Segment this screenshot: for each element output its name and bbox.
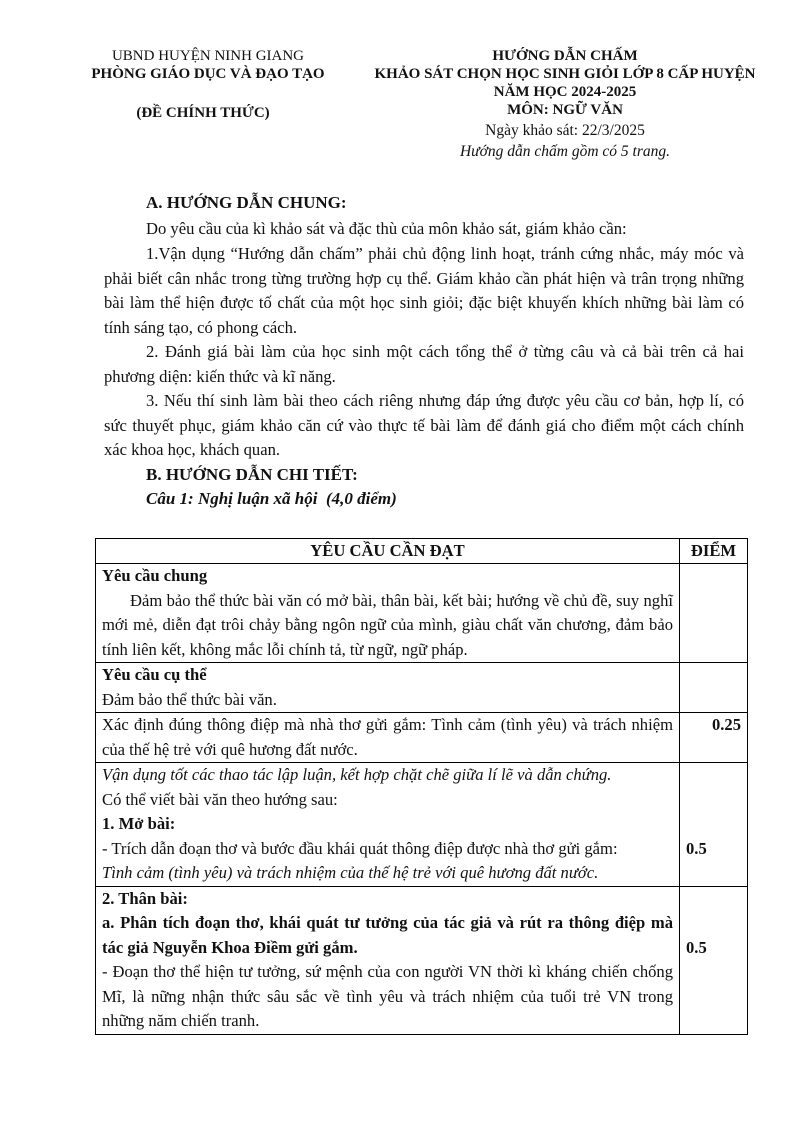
section-a-heading: A. HƯỚNG DẪN CHUNG: — [146, 193, 347, 212]
specific-requirement-title: Yêu cầu cụ thể — [102, 665, 207, 684]
message-requirement-cell — [96, 713, 680, 763]
score-column-header: ĐIỂM — [680, 539, 748, 564]
specific-requirement-cell — [96, 663, 680, 713]
introduction-detail: - Trích dẫn đoạn thơ và bước đầu khái quát thông điệp được nhà thơ gửi gắm: — [102, 838, 618, 858]
section-a-item-3: 3. Nếu thí sinh làm bài theo cách riêng nhưng đáp ứng được yêu cầu cơ bản, hợp lí, có sức thuyết phục, giám khảo căn cứ vào thực tế bài làm để đánh giá cho điểm một cách chính xác khoa học, khách quan. — [104, 391, 744, 459]
general-requirement-text: Đảm bảo thể thức bài văn có mở bài, thân bài, kết bài; hướng về chủ đề, suy nghĩ mới mẻ, diễn đạt trôi chảy bằng ngôn ngữ của mình, giàu chất văn chương, đảm bảo tính liên kết, không mắc lỗi chính tả, từ ngữ, ngữ pháp. — [102, 590, 673, 659]
official-label: (ĐỀ CHÍNH THỨC) — [136, 105, 270, 121]
score-cell — [680, 564, 748, 663]
exam-date: Ngày khảo sát: 22/3/2025 — [485, 122, 645, 139]
score-cell — [680, 663, 748, 713]
section-a-intro: Do yêu cầu của kì khảo sát và đặc thù của môn khảo sát, giám khảo cần: — [146, 219, 627, 238]
body-section-cell — [96, 886, 680, 1034]
specific-requirement-text: Đảm bảo thể thức bài văn. — [102, 689, 277, 709]
page-count-note: Hướng dẫn chấm gồm có 5 trang. — [459, 143, 671, 160]
section-b-heading: B. HƯỚNG DẪN CHI TIẾT: — [146, 465, 358, 484]
score-cell: 0.5 — [680, 763, 748, 887]
introduction-cell — [96, 763, 680, 887]
section-a-item-1: 1.Vận dụng “Hướng dẫn chấm” phải chủ động linh hoạt, tránh cứng nhắc, máy móc và phải biết cân nhắc trong từng trường hợp cụ thể. Giám khảo cần phát hiện và trân trọng những bài làm thể hiện được tố chất của một học sinh giỏi; đặc biệt khuyến khích những bài làm có tính sáng tạo, có phong cách. — [104, 244, 744, 337]
introduction-detail-italic: Tình cảm (tình yêu) và trách nhiệm của thế hệ trẻ với quê hương đất nước. — [102, 863, 599, 882]
school-year: NĂM HỌC 2024-2025 — [493, 84, 637, 100]
question-1-title: Câu 1: Nghị luận xã hội (4,0 điểm) — [146, 489, 397, 508]
body-heading: 2. Thân bài: — [102, 888, 188, 908]
general-requirement-cell — [96, 564, 680, 663]
grading-table — [95, 538, 748, 1035]
table-row — [96, 564, 748, 663]
message-requirement-text: Xác định đúng thông điệp mà nhà thơ gửi gắm: Tình cảm (tình yêu) và trách nhiệm của thế hệ trẻ với quê hương đất nước. — [102, 715, 673, 759]
subject: MÔN: NGỮ VĂN — [507, 102, 623, 118]
agency-name: UBND HUYỆN NINH GIANG — [111, 48, 305, 64]
writing-direction: Có thể viết bài văn theo hướng sau: — [102, 789, 338, 809]
score-cell: 0.25 — [680, 713, 748, 763]
body-detail: - Đoạn thơ thể hiện tư tưởng, sứ mệnh của con người VN thời kì kháng chiến chống Mĩ, là nững nhận thức sâu sắc về tình yêu và trách nhiệm của tuổi trẻ VN trong những năm chiến tranh. — [102, 962, 673, 1030]
body-subheading: a. Phân tích đoạn thơ, khái quát tư tưởng của tác giả và rút ra thông điệp mà tác giả Nguyễn Khoa Điềm gửi gắm. — [102, 913, 673, 957]
doc-title: HƯỚNG DẪN CHẤM — [492, 48, 638, 64]
introduction-heading: 1. Mở bài: — [102, 814, 176, 833]
requirement-column-header: YÊU CẦU CẦN ĐẠT — [96, 539, 680, 564]
section-a-item-2: 2. Đánh giá bài làm của học sinh một cách tổng thể ở từng câu và cả bài trên cả hai phương diện: kiến thức và kĩ năng. — [104, 342, 744, 386]
table-row — [96, 886, 748, 1034]
general-requirement-title: Yêu cầu chung — [102, 566, 208, 585]
argument-guidance: Vận dụng tốt các thao tác lập luận, kết hợp chặt chẽ giữa lí lẽ và dẫn chứng. — [102, 765, 612, 784]
score-cell: 0.5 — [680, 886, 748, 1034]
department-name: PHÒNG GIÁO DỤC VÀ ĐẠO TẠO — [91, 66, 325, 82]
exam-name: KHẢO SÁT CHỌN HỌC SINH GIỎI LỚP 8 CẤP HUYỆN — [374, 66, 756, 82]
table-row — [96, 663, 748, 713]
table-header-row — [96, 539, 748, 564]
table-row — [96, 713, 748, 763]
table-row — [96, 763, 748, 887]
